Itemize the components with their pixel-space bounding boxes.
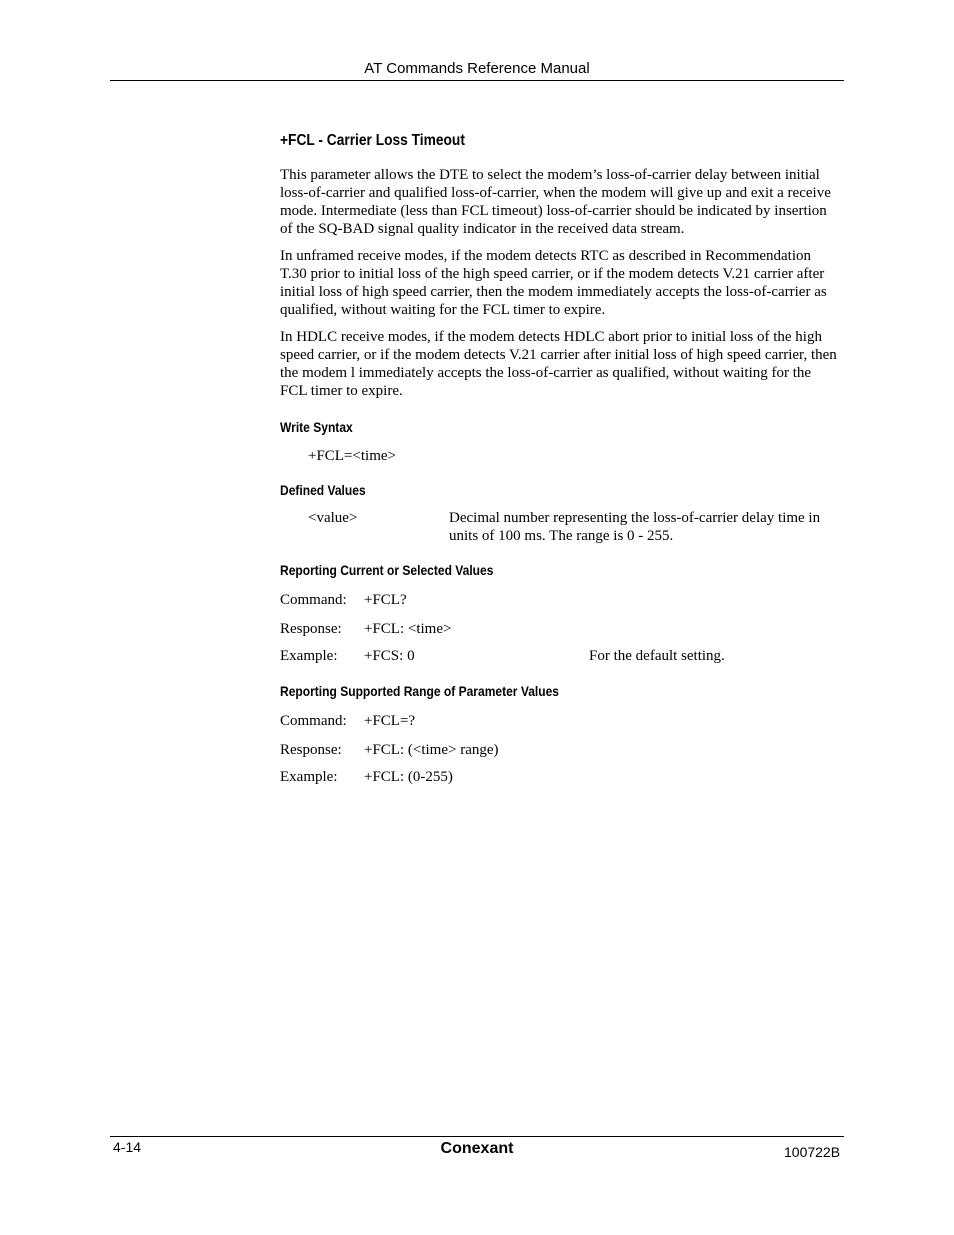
reporting-range-label: Response: (280, 742, 342, 758)
page-number: 4-14 (113, 1139, 142, 1155)
write-syntax-heading: Write Syntax (280, 419, 353, 435)
write-syntax-value: +FCL=<time> (308, 448, 397, 464)
company-name: Conexant (440, 1140, 514, 1157)
reporting-current-heading: Reporting Current or Selected Values (280, 562, 494, 578)
reporting-current-label: Command: (280, 592, 347, 608)
reporting-current-value: +FCL: <time> (364, 621, 452, 637)
reporting-current-value: +FCL? (364, 592, 407, 608)
reporting-range-value: +FCL: (0-255) (364, 769, 453, 785)
defined-values-heading: Defined Values (280, 482, 366, 498)
document-number: 100722B (784, 1144, 841, 1160)
paragraph-2: In unframed receive modes, if the modem detects RTC as described in Recommendation T.30 prior to initial loss of the high speed carrier, or if the modem detects V.21 carrier after initial loss of high speed carrier, then the modem immediately accepts the loss-of-carrier as qualified, without waiting for the FCL timer to expire. (280, 248, 827, 318)
reporting-current-label: Example: (280, 648, 338, 664)
paragraph-3: In HDLC receive modes, if the modem detects HDLC abort prior to initial loss of the high speed carrier, or if the modem detects V.21 carrier after initial loss of high speed carrier, then the modem l immediately accepts the loss-of-carrier as qualified, without waiting for the FCL timer to expire. (280, 329, 837, 399)
footer-rule (110, 1136, 844, 1137)
reporting-current-label: Response: (280, 621, 342, 637)
reporting-current-value: +FCS: 0 (364, 648, 415, 664)
defined-value-name: <value> (308, 510, 358, 526)
header-rule (110, 80, 844, 81)
defined-value-description: Decimal number representing the loss-of-carrier delay time in units of 100 ms. The range is 0 - 255. (449, 510, 821, 544)
reporting-range-label: Command: (280, 713, 347, 729)
reporting-range-label: Example: (280, 769, 338, 785)
section-title: +FCL - Carrier Loss Timeout (280, 132, 465, 149)
reporting-range-value: +FCL: (<time> range) (364, 742, 499, 758)
reporting-range-value: +FCL=? (364, 713, 416, 729)
paragraph-1: This parameter allows the DTE to select the modem’s loss-of-carrier delay between initial loss-of-carrier and qualified loss-of-carrier, when the modem will give up and exit a receive mode. Intermediate (less than FCL timeout) loss-of-carrier should be indicated by insertion of the SQ-BAD signal quality indicator in the received data stream. (280, 167, 831, 237)
reporting-range-heading: Reporting Supported Range of Parameter Values (280, 683, 559, 699)
reporting-current-note: For the default setting. (589, 648, 725, 664)
running-header: AT Commands Reference Manual (364, 60, 590, 77)
